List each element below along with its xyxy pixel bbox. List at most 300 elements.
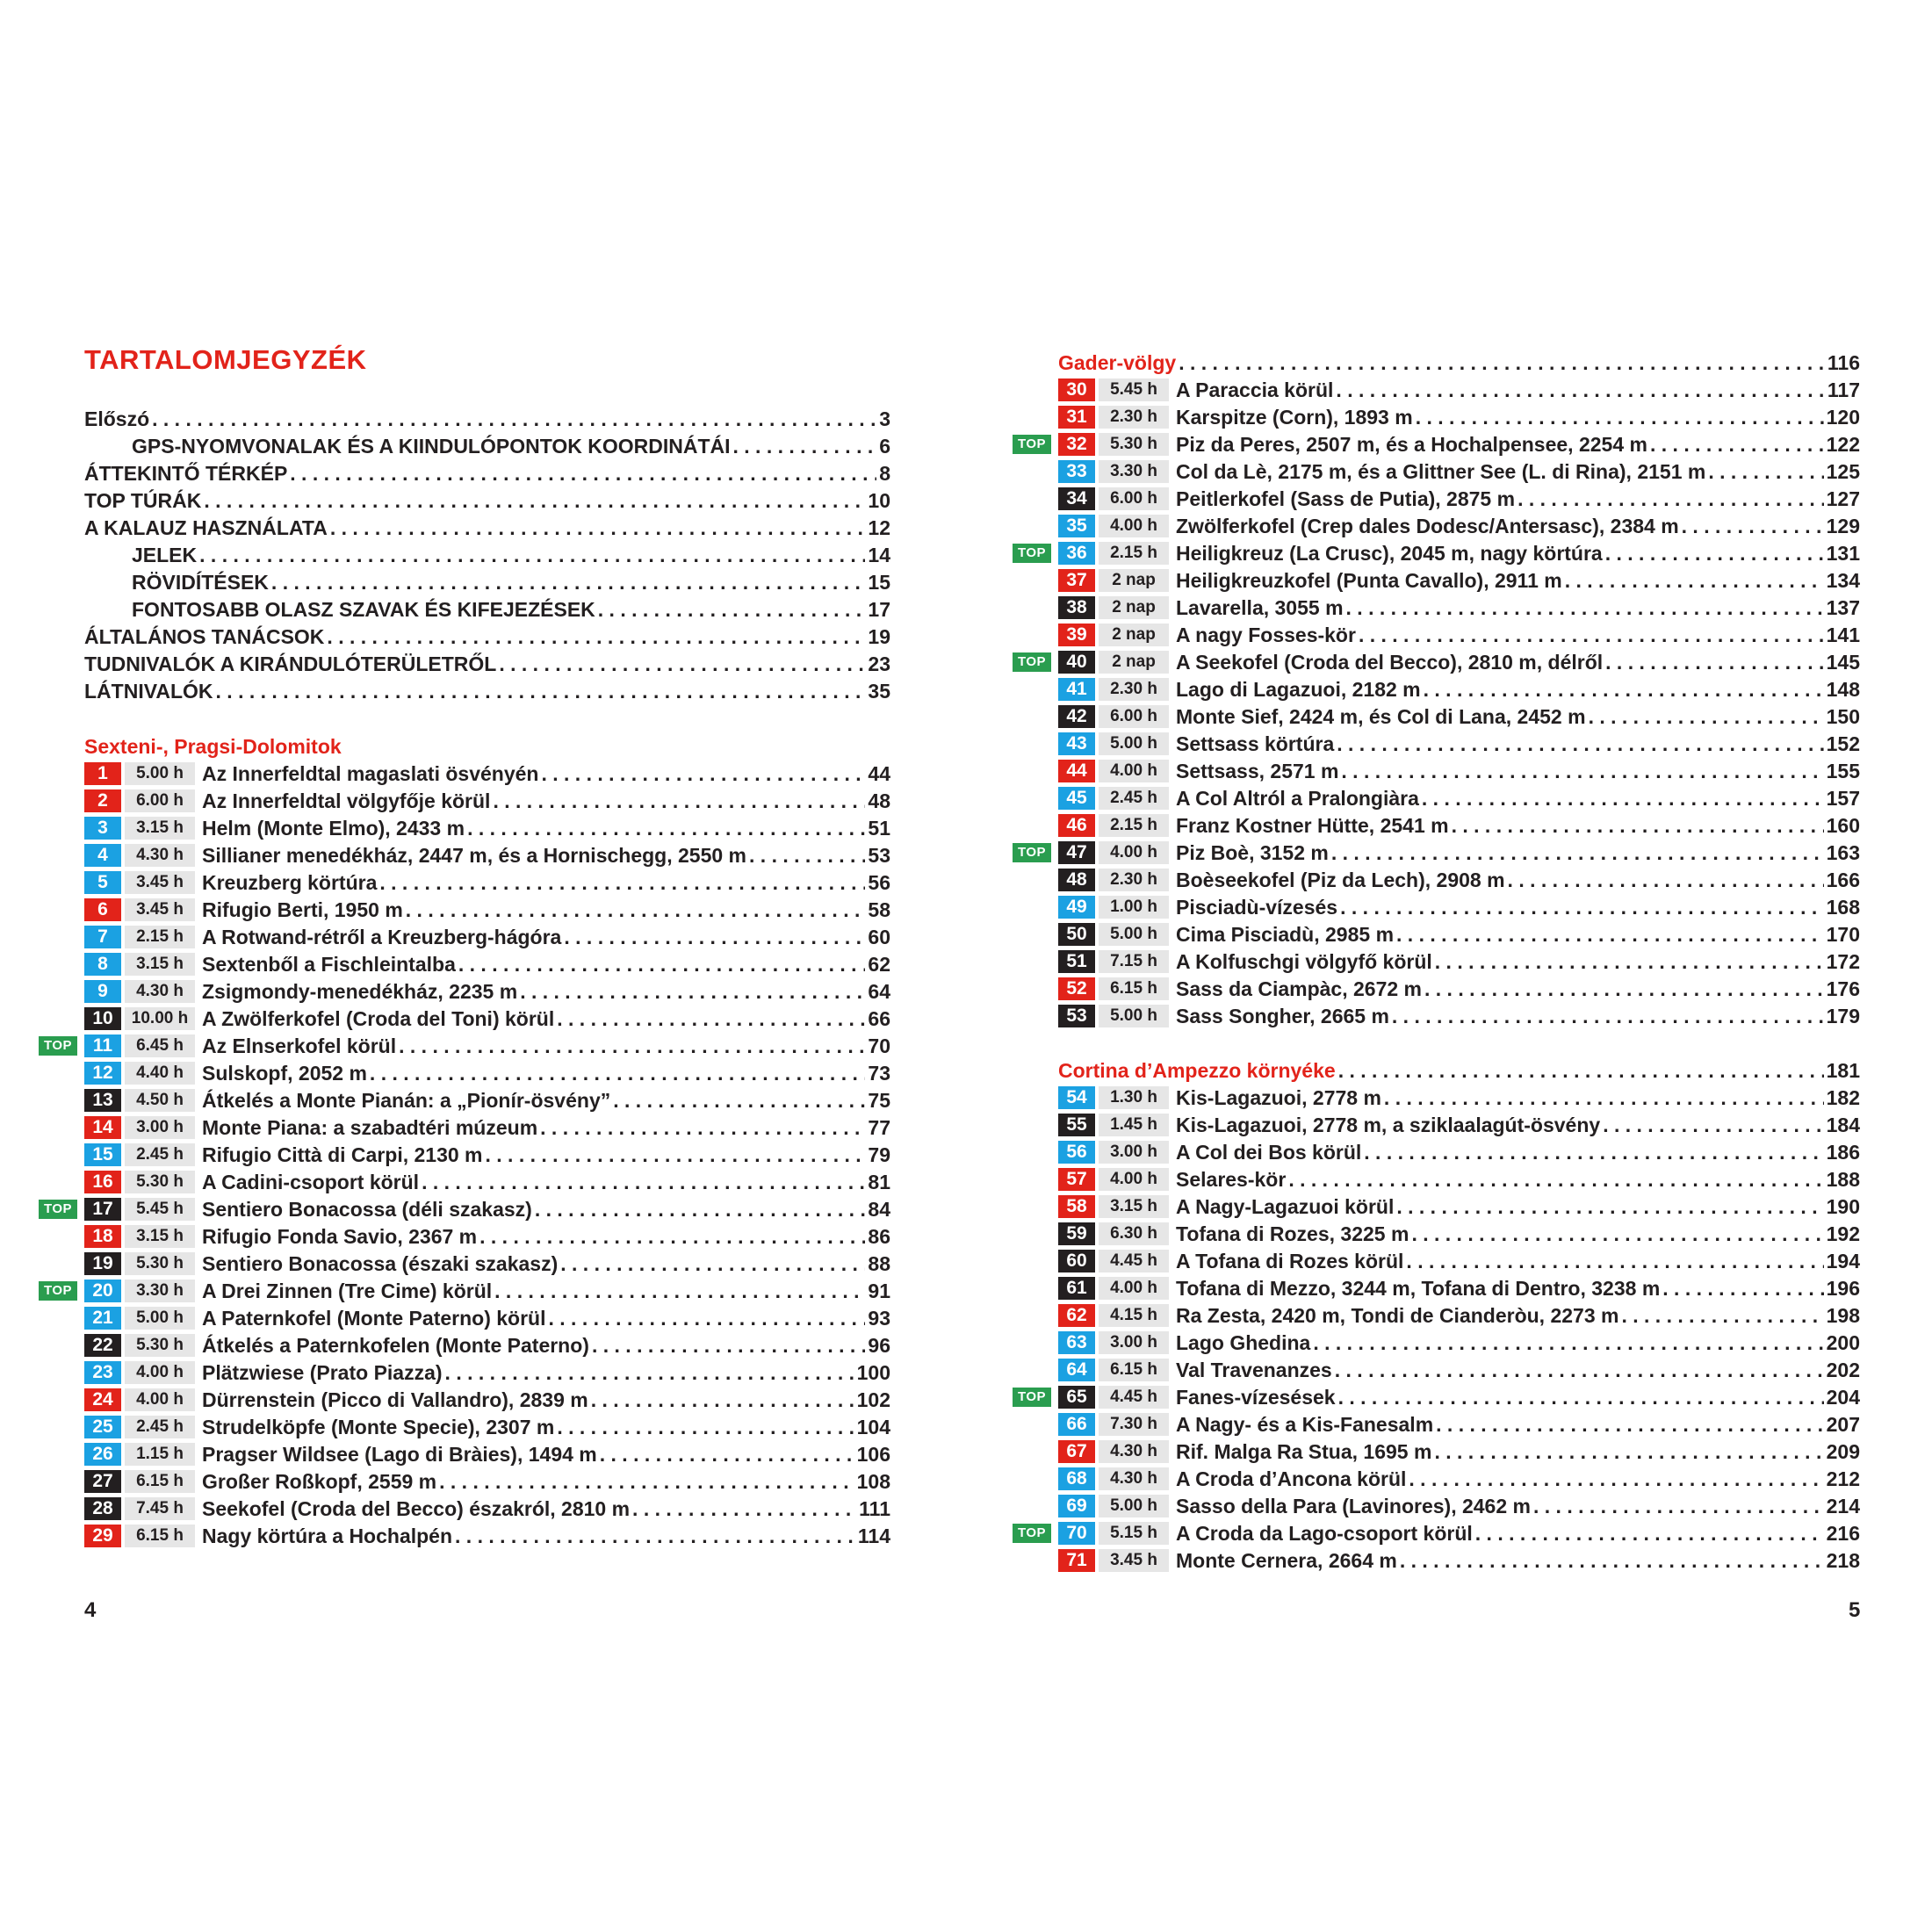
entry-title: A Croda d’Ancona körül bbox=[1176, 1467, 1407, 1490]
entry-title: Az Elnserkofel körül bbox=[202, 1034, 397, 1057]
tour-row[interactable] bbox=[84, 869, 890, 896]
page-ref: 209 bbox=[1826, 1440, 1860, 1463]
page-ref: 93 bbox=[868, 1307, 890, 1330]
tour-row[interactable] bbox=[1058, 676, 1860, 703]
leader-line bbox=[1176, 840, 1860, 866]
leader-line bbox=[84, 651, 890, 677]
tour-duration: 6.00 h bbox=[1099, 487, 1169, 510]
leader-line bbox=[1176, 540, 1860, 566]
entry-title: Zsigmondy-menedékház, 2235 m bbox=[202, 980, 518, 1003]
entry-title: Cima Pisciadù, 2985 m bbox=[1176, 923, 1395, 946]
dot-leader bbox=[327, 624, 865, 650]
page-ref: 81 bbox=[868, 1171, 890, 1193]
tour-duration: 5.00 h bbox=[125, 1307, 195, 1330]
dot-leader bbox=[370, 1060, 865, 1086]
dot-leader bbox=[439, 1468, 854, 1495]
entry-title: A Croda da Lago-csoport körül bbox=[1176, 1522, 1473, 1545]
tour-duration: 4.30 h bbox=[1099, 1467, 1169, 1490]
entry-title: Átkelés a Monte Pianán: a „Pionír-ösvény” bbox=[202, 1089, 611, 1112]
tour-number-badge: 59 bbox=[1058, 1222, 1095, 1245]
leader-line bbox=[1176, 567, 1860, 594]
leader-line bbox=[84, 433, 890, 459]
dot-leader bbox=[557, 1414, 854, 1440]
tour-row[interactable] bbox=[1058, 513, 1860, 539]
tour-row[interactable] bbox=[1058, 785, 1860, 811]
tour-duration: 4.00 h bbox=[1099, 841, 1169, 864]
tour-number-badge: 39 bbox=[1058, 624, 1095, 646]
entry-title: Franz Kostner Hütte, 2541 m bbox=[1176, 814, 1449, 837]
tour-row[interactable] bbox=[84, 761, 890, 787]
tour-row[interactable] bbox=[1058, 1438, 1860, 1465]
tour-number-badge: 31 bbox=[1058, 406, 1095, 429]
toc-entry[interactable] bbox=[84, 542, 890, 568]
toc-entry[interactable] bbox=[84, 678, 890, 704]
leader-line bbox=[202, 1278, 890, 1304]
tour-row[interactable] bbox=[1058, 1466, 1860, 1492]
page-ref: 88 bbox=[868, 1252, 890, 1275]
tour-duration: 5.00 h bbox=[1099, 923, 1169, 946]
page-ref: 8 bbox=[879, 462, 890, 485]
page-ref: 157 bbox=[1826, 787, 1860, 810]
page-ref: 77 bbox=[868, 1116, 890, 1139]
dot-leader bbox=[591, 1387, 854, 1413]
page-ref: 117 bbox=[1827, 378, 1860, 401]
toc-entry[interactable] bbox=[84, 515, 890, 541]
tour-number-badge: 41 bbox=[1058, 678, 1095, 701]
leader-line bbox=[202, 1087, 890, 1114]
tour-row[interactable] bbox=[1017, 649, 1860, 675]
tour-row[interactable] bbox=[1017, 840, 1860, 866]
tour-row[interactable] bbox=[1058, 1275, 1860, 1301]
tour-row[interactable] bbox=[84, 1359, 890, 1386]
tour-number-badge: 9 bbox=[84, 980, 121, 1003]
dot-leader bbox=[600, 1441, 854, 1467]
entry-title: Kis-Lagazuoi, 2778 m bbox=[1176, 1086, 1381, 1109]
tour-row[interactable] bbox=[84, 788, 890, 814]
page-ref: 176 bbox=[1826, 977, 1860, 1000]
tour-number-badge: 58 bbox=[1058, 1195, 1095, 1218]
page-ref: 23 bbox=[868, 652, 890, 675]
tour-number-badge: 20 bbox=[84, 1280, 121, 1302]
section-heading[interactable] bbox=[1058, 350, 1860, 376]
dot-leader bbox=[204, 487, 865, 514]
tour-duration: 4.50 h bbox=[125, 1089, 195, 1112]
leader-line bbox=[1176, 1493, 1860, 1519]
tour-row[interactable] bbox=[1058, 921, 1860, 948]
page-ref: 64 bbox=[868, 980, 890, 1003]
tour-row[interactable] bbox=[84, 978, 890, 1005]
page-ref: 182 bbox=[1826, 1086, 1860, 1109]
page-ref: 186 bbox=[1826, 1141, 1860, 1164]
leader-line bbox=[1176, 1085, 1860, 1111]
dot-leader bbox=[467, 815, 865, 841]
tour-number-badge: 16 bbox=[84, 1171, 121, 1193]
tour-number-badge: 12 bbox=[84, 1062, 121, 1085]
entry-title: Kreuzberg körtúra bbox=[202, 871, 378, 894]
leader-line bbox=[1176, 649, 1860, 675]
tour-row[interactable] bbox=[1058, 1493, 1860, 1519]
dot-leader bbox=[493, 788, 865, 814]
tour-row[interactable] bbox=[1058, 1193, 1860, 1220]
tour-row[interactable] bbox=[84, 1142, 890, 1168]
tour-row[interactable] bbox=[1058, 1547, 1860, 1574]
entry-title: Plätzwiese (Prato Piazza) bbox=[202, 1361, 443, 1384]
tour-row[interactable] bbox=[1058, 1221, 1860, 1247]
tour-row[interactable] bbox=[1058, 812, 1860, 839]
tour-row[interactable] bbox=[84, 1223, 890, 1250]
dot-leader bbox=[557, 1006, 865, 1032]
tour-row[interactable] bbox=[1058, 1139, 1860, 1165]
leader-line bbox=[202, 1359, 890, 1386]
leader-line bbox=[1176, 1003, 1860, 1029]
tour-number-badge: 43 bbox=[1058, 732, 1095, 755]
tour-row[interactable] bbox=[1058, 595, 1860, 621]
section-heading[interactable] bbox=[1058, 1057, 1860, 1084]
tour-duration: 3.45 h bbox=[1099, 1549, 1169, 1572]
leader-line bbox=[84, 569, 890, 595]
tour-number-badge: 8 bbox=[84, 953, 121, 976]
tour-row[interactable] bbox=[1058, 1302, 1860, 1329]
tour-row[interactable] bbox=[84, 1414, 890, 1440]
leader-line bbox=[202, 951, 890, 977]
tour-duration: 4.00 h bbox=[1099, 515, 1169, 537]
tour-number-badge: 64 bbox=[1058, 1359, 1095, 1381]
toc-entry[interactable] bbox=[84, 624, 890, 650]
leader-line bbox=[1058, 1057, 1860, 1084]
leader-line bbox=[202, 1387, 890, 1413]
dot-leader bbox=[1605, 540, 1824, 566]
dot-leader bbox=[1400, 1547, 1824, 1574]
leader-line bbox=[84, 406, 890, 432]
tour-row[interactable] bbox=[43, 1278, 890, 1304]
dot-leader bbox=[199, 542, 865, 568]
tour-row[interactable] bbox=[1058, 1248, 1860, 1274]
toc-entry[interactable] bbox=[84, 433, 890, 459]
page-ref: 35 bbox=[868, 680, 890, 703]
tour-number-badge: 71 bbox=[1058, 1549, 1095, 1572]
page-ref: 141 bbox=[1826, 624, 1860, 646]
dot-leader bbox=[540, 1114, 865, 1141]
tour-row[interactable] bbox=[84, 1305, 890, 1331]
tour-number-badge: 67 bbox=[1058, 1440, 1095, 1463]
entry-title: Helm (Monte Elmo), 2433 m bbox=[202, 817, 465, 840]
leader-line bbox=[1176, 595, 1860, 621]
page-ref: 122 bbox=[1826, 433, 1860, 456]
tour-number-badge: 46 bbox=[1058, 814, 1095, 837]
tour-row[interactable] bbox=[84, 1251, 890, 1277]
entry-title: TUDNIVALÓK A KIRÁNDULÓTERÜLETRŐL bbox=[84, 652, 497, 675]
dot-leader bbox=[548, 1305, 865, 1331]
tour-duration: 5.45 h bbox=[125, 1198, 195, 1221]
tour-duration: 6.45 h bbox=[125, 1034, 195, 1057]
entry-title: Kis-Lagazuoi, 2778 m, a sziklaalagút-ösvény bbox=[1176, 1114, 1601, 1136]
entry-title: A Rotwand-rétről a Kreuzberg-hágóra bbox=[202, 926, 562, 948]
dot-leader bbox=[455, 1523, 855, 1549]
page-ref: 190 bbox=[1826, 1195, 1860, 1218]
tour-number-badge: 52 bbox=[1058, 977, 1095, 1000]
tour-number-badge: 47 bbox=[1058, 841, 1095, 864]
entry-title: Tofana di Rozes, 3225 m bbox=[1176, 1222, 1409, 1245]
tour-duration: 6.15 h bbox=[125, 1470, 195, 1493]
tour-row[interactable] bbox=[84, 1006, 890, 1032]
leader-line bbox=[202, 1496, 890, 1522]
entry-title: Fanes-vízesések bbox=[1176, 1386, 1336, 1409]
dot-leader bbox=[1452, 812, 1824, 839]
dot-leader bbox=[445, 1359, 854, 1386]
entry-title: Rif. Malga Ra Stua, 1695 m bbox=[1176, 1440, 1432, 1463]
entry-title: A Cadini-csoport körül bbox=[202, 1171, 420, 1193]
tour-duration: 2.15 h bbox=[1099, 542, 1169, 565]
entry-title: A Paternkofel (Monte Paterno) körül bbox=[202, 1307, 546, 1330]
dot-leader bbox=[1621, 1302, 1823, 1329]
tour-duration: 5.00 h bbox=[1099, 732, 1169, 755]
entry-title: FONTOSABB OLASZ SZAVAK ÉS KIFEJEZÉSEK bbox=[132, 598, 595, 621]
tour-row[interactable] bbox=[84, 1332, 890, 1359]
tour-duration: 3.15 h bbox=[1099, 1195, 1169, 1218]
tour-row[interactable] bbox=[43, 1196, 890, 1222]
tour-row[interactable] bbox=[84, 1387, 890, 1413]
entry-title: Settsass, 2571 m bbox=[1176, 760, 1339, 782]
tour-number-badge: 65 bbox=[1058, 1386, 1095, 1409]
tour-number-badge: 53 bbox=[1058, 1005, 1095, 1027]
tour-row[interactable] bbox=[1058, 1112, 1860, 1138]
tour-row[interactable] bbox=[84, 815, 890, 841]
dot-leader bbox=[1336, 377, 1824, 403]
page-ref: 19 bbox=[868, 625, 890, 648]
tour-duration: 2 nap bbox=[1099, 624, 1169, 646]
tour-row[interactable] bbox=[1058, 622, 1860, 648]
page-ref: 17 bbox=[868, 598, 890, 621]
dot-leader bbox=[271, 569, 865, 595]
tour-number-badge: 18 bbox=[84, 1225, 121, 1248]
entry-title: Sentiero Bonacossa (északi szakasz) bbox=[202, 1252, 559, 1275]
toc-entry[interactable] bbox=[84, 406, 890, 432]
tour-number-badge: 55 bbox=[1058, 1114, 1095, 1136]
leader-line bbox=[1176, 1275, 1860, 1301]
page-ref: 102 bbox=[856, 1388, 890, 1411]
tour-row[interactable] bbox=[84, 1523, 890, 1549]
tour-row[interactable] bbox=[1058, 486, 1860, 512]
leader-line bbox=[202, 1196, 890, 1222]
toc-entry[interactable] bbox=[84, 460, 890, 487]
top-badge: TOP bbox=[1013, 843, 1051, 862]
tour-row[interactable] bbox=[1058, 731, 1860, 757]
page-ref: 91 bbox=[868, 1280, 890, 1302]
tour-row[interactable] bbox=[1058, 867, 1860, 893]
leader-line bbox=[1176, 1438, 1860, 1465]
dot-leader bbox=[422, 1169, 865, 1195]
section-heading[interactable] bbox=[84, 733, 890, 760]
toc-entry[interactable] bbox=[84, 651, 890, 677]
page-ref: 48 bbox=[868, 789, 890, 812]
entry-title: A Zwölferkofel (Croda del Toni) körül bbox=[202, 1007, 555, 1030]
leader-line bbox=[84, 542, 890, 568]
leader-line bbox=[202, 1142, 890, 1168]
tour-row[interactable] bbox=[84, 897, 890, 923]
entry-title: Lavarella, 3055 m bbox=[1176, 596, 1344, 619]
entry-title: Monte Piana: a szabadtéri múzeum bbox=[202, 1116, 538, 1139]
tour-row[interactable] bbox=[84, 1169, 890, 1195]
page-ref: 166 bbox=[1826, 869, 1860, 891]
leader-line bbox=[202, 897, 890, 923]
leader-line bbox=[1176, 731, 1860, 757]
tour-row[interactable] bbox=[1058, 377, 1860, 403]
tour-number-badge: 44 bbox=[1058, 760, 1095, 782]
leader-line bbox=[202, 815, 890, 841]
tour-row[interactable] bbox=[1058, 948, 1860, 975]
tour-row[interactable] bbox=[1017, 431, 1860, 458]
tour-row[interactable] bbox=[1058, 703, 1860, 730]
tour-row[interactable] bbox=[84, 1060, 890, 1086]
tour-row[interactable] bbox=[1058, 1003, 1860, 1029]
dot-leader bbox=[1179, 350, 1825, 376]
tour-row[interactable] bbox=[1058, 758, 1860, 784]
tour-row[interactable] bbox=[84, 924, 890, 950]
tour-duration: 3.15 h bbox=[125, 1225, 195, 1248]
page-ref: 108 bbox=[856, 1470, 890, 1493]
tour-row[interactable] bbox=[84, 951, 890, 977]
dot-leader bbox=[613, 1087, 865, 1114]
tour-duration: 5.30 h bbox=[125, 1334, 195, 1357]
leader-line bbox=[1176, 404, 1860, 430]
page-ref: 75 bbox=[868, 1089, 890, 1112]
tour-duration: 4.30 h bbox=[1099, 1440, 1169, 1463]
dot-leader bbox=[1337, 731, 1823, 757]
leader-line bbox=[202, 1006, 890, 1032]
dot-leader bbox=[1288, 1166, 1823, 1193]
toc-entry[interactable] bbox=[84, 596, 890, 623]
page-ref: 194 bbox=[1826, 1250, 1860, 1272]
entry-title: Tofana di Mezzo, 3244 m, Tofana di Dentro, 3238 m bbox=[1176, 1277, 1661, 1300]
tour-row[interactable] bbox=[1017, 1520, 1860, 1546]
toc-entry[interactable] bbox=[84, 569, 890, 595]
leader-line bbox=[202, 1332, 890, 1359]
tour-row[interactable] bbox=[84, 1496, 890, 1522]
entry-title: A Col Altról a Pralongiàra bbox=[1176, 787, 1419, 810]
tour-row[interactable] bbox=[1058, 894, 1860, 920]
entry-title: Piz Boè, 3152 m bbox=[1176, 841, 1329, 864]
dot-leader bbox=[1406, 1248, 1823, 1274]
tour-row[interactable] bbox=[1058, 567, 1860, 594]
tour-row[interactable] bbox=[84, 1468, 890, 1495]
leader-line bbox=[1176, 948, 1860, 975]
page-ref: 172 bbox=[1826, 950, 1860, 973]
entry-title: A KALAUZ HASZNÁLATA bbox=[84, 516, 328, 539]
tour-row[interactable] bbox=[1058, 976, 1860, 1002]
page-ref: 84 bbox=[868, 1198, 890, 1221]
dot-leader bbox=[1662, 1275, 1823, 1301]
tour-number-badge: 60 bbox=[1058, 1250, 1095, 1272]
tour-duration: 3.00 h bbox=[125, 1116, 195, 1139]
page-ref: 73 bbox=[868, 1062, 890, 1085]
page-ref: 12 bbox=[868, 516, 890, 539]
entry-title: Heiligkreuz (La Crusc), 2045 m, nagy körtúra bbox=[1176, 542, 1603, 565]
leader-line bbox=[1176, 976, 1860, 1002]
tour-row[interactable] bbox=[1058, 404, 1860, 430]
entry-title: Peitlerkofel (Sass de Putia), 2875 m bbox=[1176, 487, 1516, 510]
tour-row[interactable] bbox=[1058, 1085, 1860, 1111]
dot-leader bbox=[458, 951, 866, 977]
tour-row[interactable] bbox=[84, 1441, 890, 1467]
leader-line bbox=[1176, 812, 1860, 839]
leader-line bbox=[1176, 431, 1860, 458]
entry-title: Sillianer menedékház, 2447 m, és a Hornischegg, 2550 m bbox=[202, 844, 747, 867]
entry-title: Sass da Ciampàc, 2672 m bbox=[1176, 977, 1422, 1000]
tour-duration: 4.00 h bbox=[1099, 760, 1169, 782]
top-badge: TOP bbox=[1013, 1388, 1051, 1407]
leader-line bbox=[202, 1468, 890, 1495]
leader-line bbox=[202, 1305, 890, 1331]
leader-line bbox=[1176, 1302, 1860, 1329]
tour-duration: 2 nap bbox=[1099, 596, 1169, 619]
tour-duration: 1.45 h bbox=[1099, 1114, 1169, 1136]
tour-number-badge: 50 bbox=[1058, 923, 1095, 946]
tour-duration: 2.45 h bbox=[125, 1143, 195, 1166]
leader-line bbox=[1176, 1411, 1860, 1438]
tour-number-badge: 63 bbox=[1058, 1331, 1095, 1354]
tour-duration: 4.30 h bbox=[125, 844, 195, 867]
leader-line bbox=[202, 1223, 890, 1250]
tour-duration: 3.00 h bbox=[1099, 1141, 1169, 1164]
dot-leader bbox=[406, 897, 866, 923]
entry-title: Rifugio Fonda Savio, 2367 m bbox=[202, 1225, 478, 1248]
tour-duration: 4.30 h bbox=[125, 980, 195, 1003]
tour-row[interactable] bbox=[1017, 540, 1860, 566]
tour-row[interactable] bbox=[43, 1033, 890, 1059]
leader-line bbox=[202, 1114, 890, 1141]
tour-number-badge: 62 bbox=[1058, 1304, 1095, 1327]
tour-duration: 2.45 h bbox=[1099, 787, 1169, 810]
tour-number-badge: 68 bbox=[1058, 1467, 1095, 1490]
tour-number-badge: 57 bbox=[1058, 1168, 1095, 1191]
dot-leader bbox=[290, 460, 876, 487]
dot-leader bbox=[1708, 458, 1823, 485]
tour-row[interactable] bbox=[1058, 1411, 1860, 1438]
tour-number-badge: 10 bbox=[84, 1007, 121, 1030]
page-ref: 131 bbox=[1826, 542, 1860, 565]
tour-row[interactable] bbox=[1058, 1357, 1860, 1383]
dot-leader bbox=[592, 1332, 865, 1359]
tour-number-badge: 21 bbox=[84, 1307, 121, 1330]
leader-line bbox=[202, 788, 890, 814]
tour-duration: 5.30 h bbox=[125, 1252, 195, 1275]
page-ref: 207 bbox=[1826, 1413, 1860, 1436]
tour-number-badge: 7 bbox=[84, 926, 121, 948]
tour-row[interactable] bbox=[1058, 1166, 1860, 1193]
leader-line bbox=[1058, 350, 1860, 376]
tour-row[interactable] bbox=[1058, 458, 1860, 485]
tour-row[interactable] bbox=[1017, 1384, 1860, 1410]
page-ref: 168 bbox=[1826, 896, 1860, 919]
toc-entry[interactable] bbox=[84, 487, 890, 514]
entry-title: Zwölferkofel (Crep dales Dodesc/Antersasc), 2384 m bbox=[1176, 515, 1679, 537]
page-ref: 106 bbox=[856, 1443, 890, 1466]
tour-number-badge: 19 bbox=[84, 1252, 121, 1275]
tour-row[interactable] bbox=[84, 842, 890, 869]
tour-number-badge: 11 bbox=[84, 1034, 121, 1057]
tour-row[interactable] bbox=[1058, 1330, 1860, 1356]
entry-title: ÁLTALÁNOS TANÁCSOK bbox=[84, 625, 325, 648]
tour-duration: 2.15 h bbox=[125, 926, 195, 948]
tour-number-badge: 61 bbox=[1058, 1277, 1095, 1300]
entry-title: Sasso della Para (Lavinores), 2462 m bbox=[1176, 1495, 1531, 1517]
entry-title: A nagy Fosses-kör bbox=[1176, 624, 1356, 646]
tour-duration: 5.00 h bbox=[125, 762, 195, 785]
dot-leader bbox=[1605, 649, 1823, 675]
tour-row[interactable] bbox=[84, 1087, 890, 1114]
tour-duration: 4.00 h bbox=[125, 1361, 195, 1384]
tour-row[interactable] bbox=[84, 1114, 890, 1141]
